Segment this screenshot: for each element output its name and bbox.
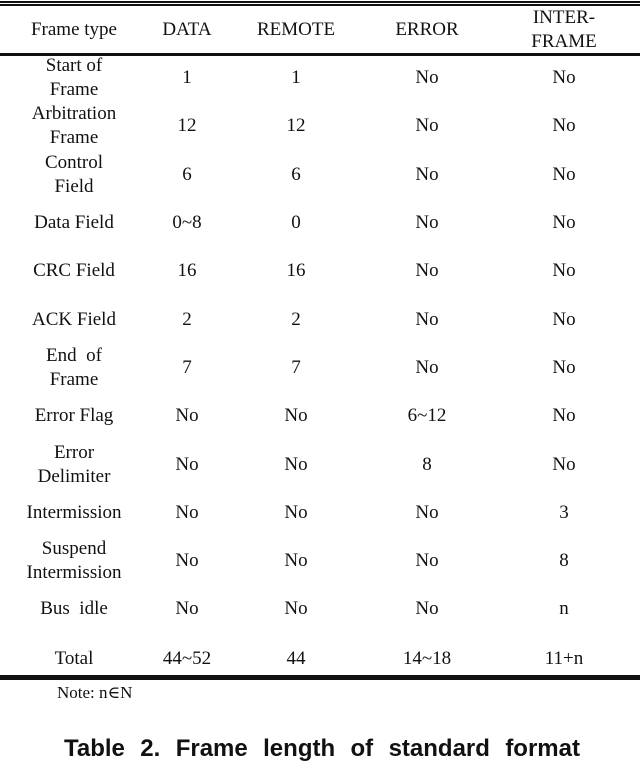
cell-inter-frame: No — [552, 356, 576, 378]
row-label — [0, 440, 148, 488]
cell-remote: No — [284, 405, 308, 427]
row-label-line2: Field — [54, 175, 94, 197]
cell-inter-frame: No — [552, 115, 576, 137]
row-label — [0, 585, 148, 633]
table-total-row — [0, 634, 640, 684]
cell-inter-frame: No — [552, 163, 576, 185]
cell-inter-frame: No — [552, 67, 576, 89]
cell-error: 6~12 — [407, 405, 447, 427]
cell-remote: No — [284, 550, 308, 572]
table-row — [0, 247, 640, 295]
row-label — [0, 295, 148, 343]
row-label — [0, 537, 148, 585]
header-inter-frame-line1: INTER- — [532, 7, 596, 28]
table-row — [0, 151, 640, 199]
row-label-line1: Suspend — [41, 538, 107, 560]
table-row — [0, 440, 640, 488]
cell-data: 1 — [182, 67, 192, 89]
table-top-rule — [0, 1, 640, 3]
row-label-line1: Error Flag — [34, 405, 114, 427]
header-inter-frame — [488, 6, 640, 54]
row-label — [0, 54, 148, 102]
cell-inter-frame: n — [559, 598, 569, 620]
table-row — [0, 199, 640, 247]
total-label: Total — [54, 647, 94, 669]
row-label-line2: Intermission — [26, 562, 122, 584]
cell-data: No — [175, 405, 199, 427]
row-label — [0, 199, 148, 247]
cell-remote: 1 — [291, 67, 301, 89]
row-label-line1: CRC Field — [33, 260, 115, 282]
row-label-line1: End of — [46, 344, 102, 366]
row-label-line1: Arbitration — [31, 103, 117, 125]
total-remote: 44 — [286, 647, 306, 669]
cell-error: No — [415, 163, 439, 185]
cell-remote: 7 — [291, 356, 301, 378]
row-label — [0, 344, 148, 392]
cell-error: 8 — [422, 453, 432, 475]
row-label-line2: Frame — [49, 368, 99, 390]
table-row — [0, 392, 640, 440]
cell-data: 2 — [182, 308, 192, 330]
table-row — [0, 295, 640, 343]
cell-error: No — [415, 212, 439, 234]
cell-inter-frame: No — [552, 308, 576, 330]
total-data: 44~52 — [162, 647, 212, 669]
cell-inter-frame: No — [552, 260, 576, 282]
cell-inter-frame: No — [552, 453, 576, 475]
cell-remote: No — [284, 598, 308, 620]
cell-data: No — [175, 598, 199, 620]
row-label-line1: ACK Field — [32, 308, 116, 330]
row-label-line2: Frame — [49, 127, 99, 149]
row-label — [0, 392, 148, 440]
cell-data: 7 — [182, 356, 192, 378]
cell-data: No — [175, 453, 199, 475]
row-label — [0, 247, 148, 295]
cell-data: 6 — [182, 163, 192, 185]
cell-data: No — [175, 550, 199, 572]
cell-remote: 2 — [291, 308, 301, 330]
table-header-row — [0, 6, 640, 54]
row-label-line1: Control — [44, 151, 104, 173]
cell-error: No — [415, 115, 439, 137]
cell-error: No — [415, 501, 439, 523]
cell-remote: 6 — [291, 163, 301, 185]
cell-error: No — [415, 550, 439, 572]
cell-remote: 12 — [286, 115, 306, 137]
cell-error: No — [415, 356, 439, 378]
row-label — [0, 151, 148, 199]
cell-inter-frame: No — [552, 212, 576, 234]
row-label-line1: Bus idle — [40, 598, 108, 620]
row-label-line1: Intermission — [26, 501, 122, 523]
row-label-line2: Delimiter — [37, 465, 111, 487]
cell-error: No — [415, 308, 439, 330]
cell-remote: No — [284, 453, 308, 475]
cell-error: No — [415, 67, 439, 89]
cell-remote: 16 — [286, 260, 306, 282]
total-inter-frame: 11+n — [544, 647, 584, 669]
cell-remote: No — [284, 501, 308, 523]
row-label — [0, 102, 148, 150]
header-frame-type: Frame type — [30, 19, 117, 40]
table-row — [0, 489, 640, 537]
row-label-line1: Data Field — [34, 212, 114, 234]
table-row — [0, 537, 640, 585]
cell-data: 12 — [177, 115, 197, 137]
cell-inter-frame: No — [552, 405, 576, 427]
cell-error: No — [415, 260, 439, 282]
header-data: DATA — [162, 19, 212, 40]
table-caption: Table 2. Frame length of standard format — [64, 735, 580, 762]
table-note: Note: n∈N — [57, 683, 133, 702]
row-label-line1: Start of — [45, 55, 103, 77]
header-remote: REMOTE — [256, 19, 336, 40]
row-label-line1: Error — [53, 441, 95, 463]
cell-inter-frame: 8 — [559, 550, 569, 572]
header-error: ERROR — [395, 19, 459, 40]
table-row — [0, 585, 640, 633]
cell-data: No — [175, 501, 199, 523]
row-label-line2: Frame — [49, 79, 99, 101]
cell-error: No — [415, 598, 439, 620]
table-row — [0, 54, 640, 102]
row-label — [0, 489, 148, 537]
total-error: 14~18 — [402, 647, 452, 669]
table-row — [0, 344, 640, 392]
cell-inter-frame: 3 — [559, 501, 569, 523]
frame-length-table — [0, 6, 640, 684]
cell-data: 0~8 — [172, 212, 202, 234]
table-row — [0, 102, 640, 150]
cell-data: 16 — [177, 260, 197, 282]
cell-remote: 0 — [291, 212, 301, 234]
header-inter-frame-line2: FRAME — [531, 31, 597, 52]
